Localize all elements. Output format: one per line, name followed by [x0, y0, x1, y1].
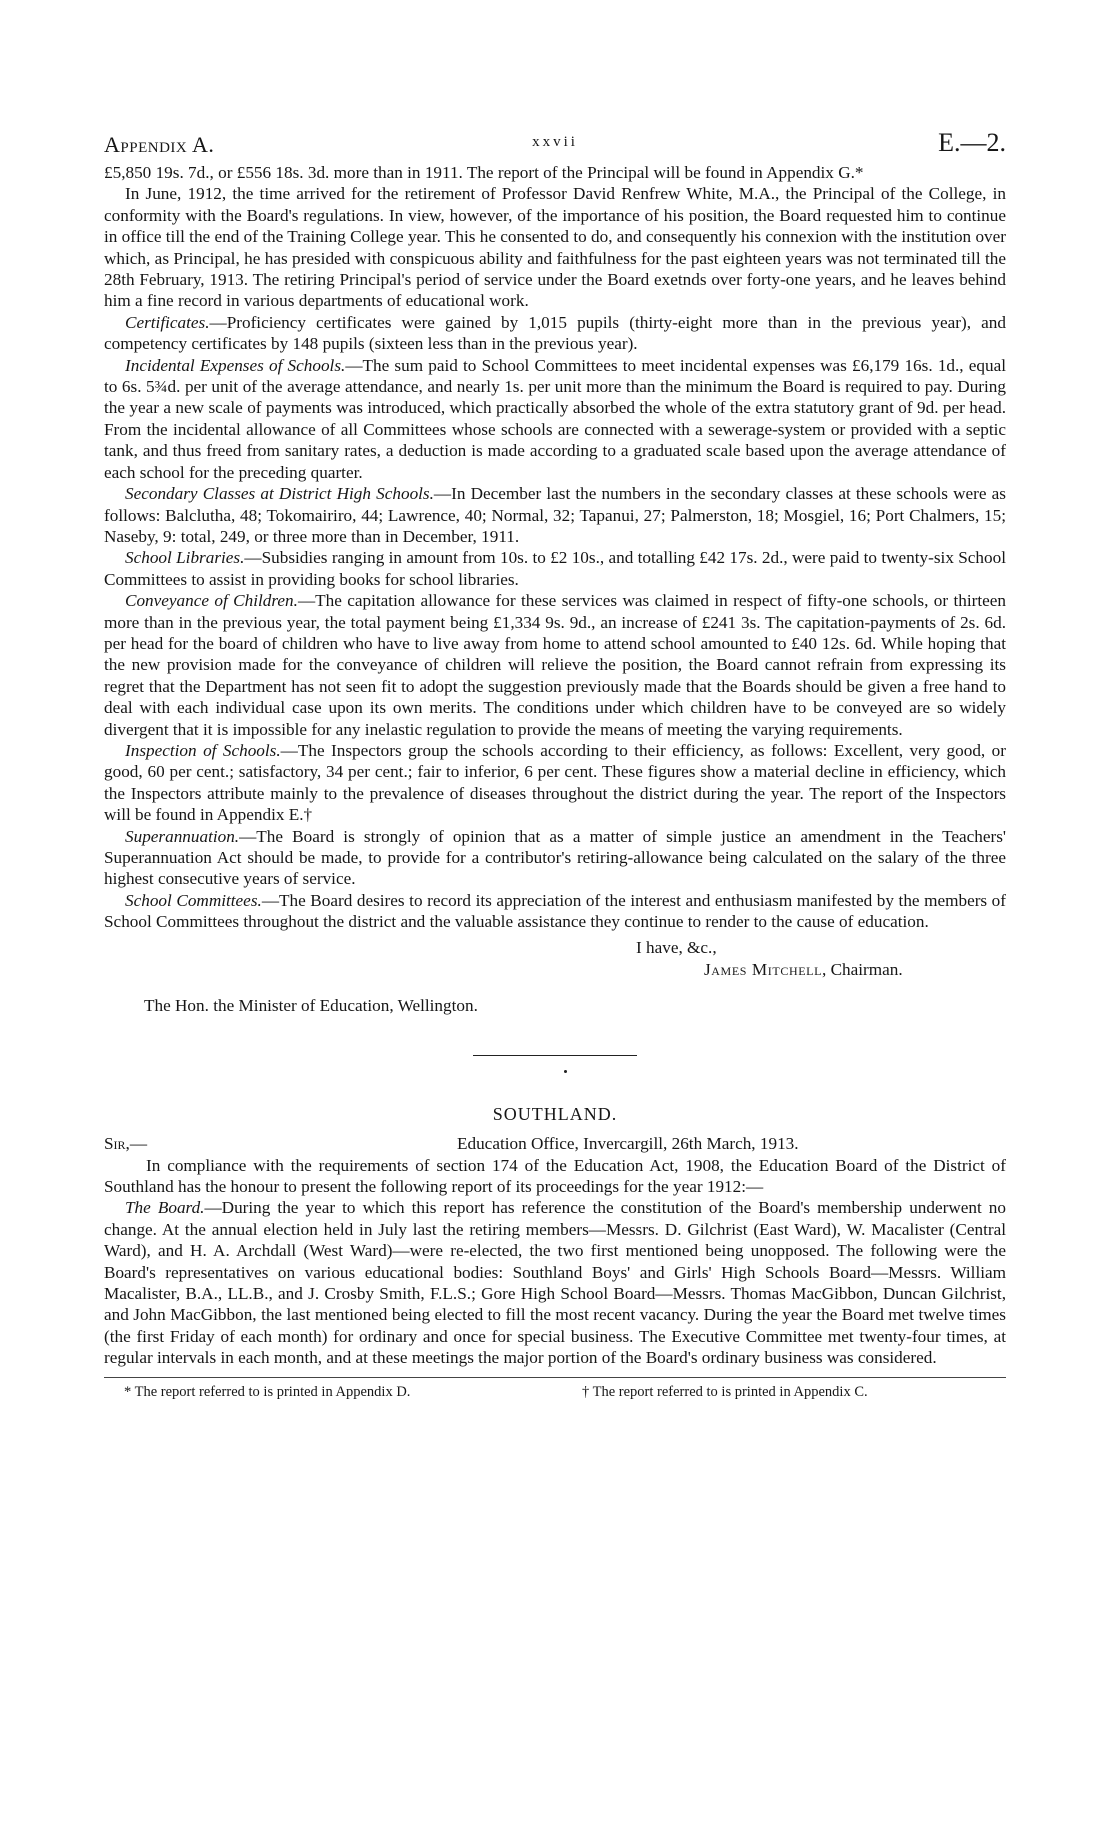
document-page: [104, 128, 1006, 1406]
running-head: [104, 128, 1006, 162]
paragraph-heading: Conveyance of Children.: [125, 591, 298, 611]
paragraph-inspection: Inspection of Schools.—The Inspectors group the schools according to their efficiency, as follows: Excellent, very good, or good, 60 per cent.; satisfactory, 34 per cent.; fair to inferior, 6 per cent. These figures show a material decline in efficiency, which the Inspectors attribute mainly to the prevalence of diseases throughout the district during the year. The report of the Inspectors will be found in Appendix E.†: [104, 740, 1006, 825]
paragraph-heading: Secondary Classes at District High Schools.: [125, 484, 434, 504]
signatory-name: James Mitchell: [704, 959, 822, 979]
paragraph-heading: School Committees.: [125, 890, 262, 910]
signoff-greeting: I have, &c.,: [636, 937, 717, 957]
paragraph-heading: Superannuation.: [125, 826, 240, 846]
addressee: The Hon. the Minister of Education, Wellington.: [144, 995, 478, 1015]
paragraph-heading: Inspection of Schools.: [125, 740, 281, 760]
running-head-left: Appendix A.: [104, 132, 215, 157]
divider-dot: [564, 1070, 567, 1073]
document-reference: E.—2.: [938, 128, 1006, 157]
paragraph-secondary-classes: Secondary Classes at District High Schools.—In December last the numbers in the secondary classes at these schools were as follows: Balclutha, 48; Tokomairiro, 44; Lawrence, 40; Normal, 32; Tapanui, 27; Palmerston, 18; Mosgiel, 16; Port Chalmers, 15; Naseby, 9: total, 249, or three more than in December, 1911.: [104, 484, 1006, 546]
paragraph-school-committees: School Committees.—The Board desires to record its appreciation of the interest and enthusiasm manifested by the members of School Committees throughout the district and the valuable assistance they continue to render to the cause of education.: [104, 890, 1007, 932]
paragraph-incidental-expenses: Incidental Expenses of Schools.—The sum paid to School Committees to meet incidental expenses was £6,179 16s. 1d., equal to 6s. 5¾d. per unit of the average attendance, and nearly 1s. per unit more than the minimum the Board is required to pay. During the year a new scale of payments was introduced, which practically absorbed the whole of the extra statutory grant of 9d. per head. From the incidental allowance of all Committees whose schools are connected with a sewerage-system or provided with a septic tank, and thus freed from sanitary rates, a deduction is made according to a graduated scale based upon the average attendance of each school for the preceding quarter.: [104, 355, 1006, 482]
paragraph-heading: The Board.: [125, 1198, 205, 1218]
paragraph-the-board: The Board.—During the year to which this report has reference the constitution of the Board's membership underwent no change. At the annual election held in July last the retiring members—Messrs. D. Gilchrist (East Ward), W. Macalister (Central Ward), and H. A. Archdall (West Ward)—were re-elected, the two first mentioned being unopposed. The following were the Board's representatives on various educational bodies: Southland Boys' and Girls' High Schools Board—Messrs. William Macalister, B.A., LL.B., and J. Crosby Smith, F.L.S.; Gore High School Board—Messrs. Thomas MacGibbon, Duncan Gilchrist, and John MacGibbon, the last mentioned being elected to fill the most recent vacancy. During the year the Board met twelve times (the first Friday of each month) for ordinary and once for special business. The Executive Committee met twenty-four times, at regular intervals in each month, and at these meetings the major portion of the Board's ordinary business was considered.: [104, 1198, 1006, 1368]
salutation-row: [104, 1133, 1006, 1155]
paragraph-superannuation: Superannuation.—The Board is strongly of opinion that as a matter of simple justice an amendment in the Teachers' Superannuation Act should be made, to provide for a contributor's retiring-allowance being calculated on the salary of the three highest consecutive years of service.: [104, 826, 1006, 889]
salutation: Sir,—: [104, 1133, 148, 1153]
paragraph-certificates: Certificates.—Proficiency certificates were gained by 1,015 pupils (thirty-eight more than in the previous year), and competency certificates by 148 pupils (sixteen less than in the previous year).: [104, 312, 1006, 354]
paragraph-heading: School Libraries.: [125, 548, 245, 568]
page-number: xxvii: [532, 134, 578, 150]
paragraph-conveyance: Conveyance of Children.—The capitation allowance for these services was claimed in respect of fifty-one schools, or thirteen more than in the previous year, the total payment being £1,334 9s. 9d., an increase of £241 3s. The capitation-payments of 2s. 6d. per head for the board of children who have to live away from home to attend school amounted to £40 12s. 6d. While hoping that the new provision made for the conveyance of children will relieve the position, the Board cannot refrain from expressing its regret that the Department has not seen fit to adopt the suggestion previously made that the Boards should be given a free hand to deal with each individual case upon its own merits. The conditions under which children have to be conveyed are so widely divergent that it is impossible for any inelastic regulation to provide the means of meeting the varying requirements.: [104, 591, 1007, 739]
footnote-rule: [104, 1377, 1006, 1378]
southland-report-body: [104, 1155, 1006, 1369]
paragraph: £5,850 19s. 7d., or £556 18s. 3d. more than in 1911. The report of the Principal will be found in Appendix G.*: [104, 163, 864, 182]
footnote-appendix-d: * The report referred to is printed in Appendix D.: [124, 1383, 411, 1400]
footnote-appendix-c: † The report referred to is printed in Appendix C.: [582, 1383, 868, 1400]
paragraph-heading: Certificates.: [125, 312, 210, 332]
section-heading: SOUTHLAND.: [492, 1103, 618, 1124]
signatory: [704, 959, 903, 981]
signatory-title: , Chairman.: [822, 959, 903, 979]
section-divider: [473, 1055, 637, 1056]
paragraph-school-libraries: School Libraries.—Subsidies ranging in amount from 10s. to £2 10s., and totalling £42 17s. 2d., were paid to twenty-six School Committees to assist in providing books for school libraries.: [104, 548, 1006, 589]
dateline: Education Office, Invercargill, 26th March, 1913.: [457, 1133, 799, 1153]
footnotes: [104, 1382, 1006, 1406]
otago-report-body: [104, 162, 1006, 933]
paragraph-introduction: In compliance with the requirements of section 174 of the Education Act, 1908, the Education Board of the District of Southland has the honour to present the following report of its proceedings for the year 1912:—: [104, 1155, 1006, 1197]
paragraph: In June, 1912, the time arrived for the retirement of Professor David Renfrew White, M.A., the Principal of the College, in conformity with the Board's regulations. In view, however, of the importance of his position, the Board requested him to continue in office till the end of the Training College year. This he consented to do, and consequently his connexion with the institution over which, as Principal, he has presided with conspicuous ability and faithfulness for the past eighteen years was not terminated till the 28th February, 1913. The retiring Principal's period of service under the Board exetnds over forty-one years, and he leaves behind him a fine record in various departments of educational work.: [104, 184, 1006, 311]
signoff: [104, 937, 1006, 1025]
paragraph-heading: Incidental Expenses of Schools.: [125, 355, 346, 375]
